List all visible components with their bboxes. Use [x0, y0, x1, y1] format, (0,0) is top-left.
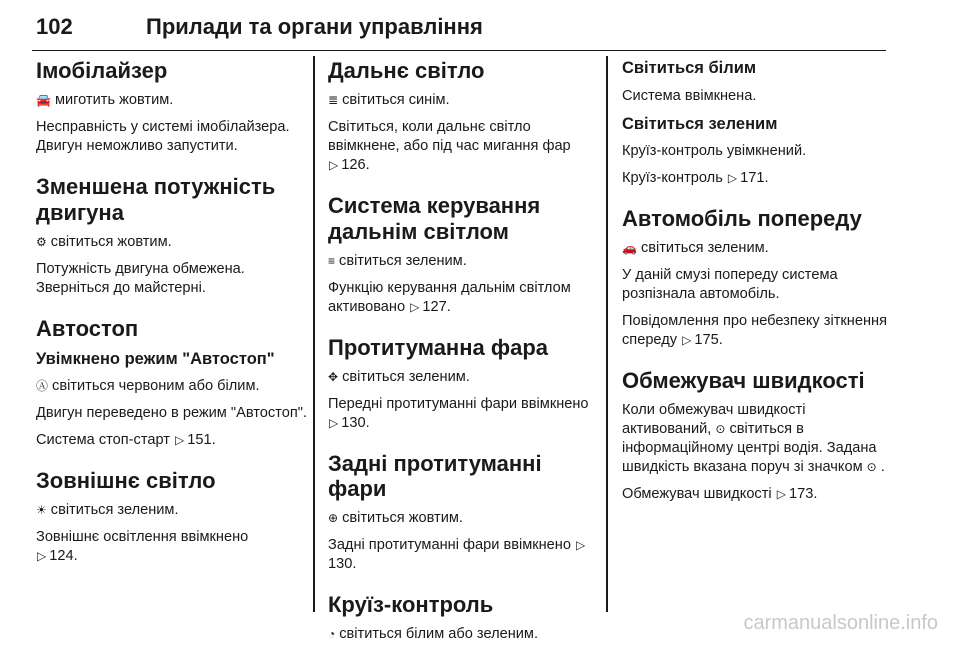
subsection-title-autostop: Увімкнено режим "Автостоп" [36, 349, 275, 368]
section-title-exterior-light: Зовнішнє світло [36, 468, 216, 494]
page-number: 102 [36, 14, 73, 39]
page-reference-arrow-icon: ▷ [329, 157, 339, 172]
cross-reference: Круїз-контроль ▷ 171. [622, 170, 769, 187]
body-text: Зовнішнє освітлення ввімкнено ▷ 124. [36, 529, 249, 565]
section-title-speed-limiter: Обмежувач швидкості [622, 367, 865, 393]
section-title-vehicle-ahead: Автомобіль попереду [622, 206, 862, 232]
status-line: ◔ світиться білим або зеленим. [328, 626, 539, 643]
section-title-autostop: Автостоп [36, 315, 139, 341]
body-text: Передні протитуманні фари ввімкнено ▷ 130. [328, 395, 589, 431]
status-line: 🚗 світиться зеленим. [622, 240, 769, 257]
speed-limiter-icon: ⊙ [866, 459, 877, 474]
status-line: ⚙ світиться жовтим. [36, 233, 172, 250]
status-line: ✥ світиться зеленим. [328, 368, 470, 385]
status-line: ≣ світиться синім. [328, 91, 450, 108]
cruise-control-icon: ◔ [328, 627, 336, 642]
speed-limiter-icon: ⊙ [715, 421, 726, 436]
cross-reference: Повідомлення про небезпеку зіткнення спереду ▷ 175. [622, 313, 887, 348]
high-beam-assist-icon: ≡ [328, 253, 336, 268]
column-divider [606, 56, 608, 612]
watermark: carmanualsonline.info [743, 612, 938, 634]
section-title-reduced-power: Зменшена потужність двигуна [36, 173, 276, 225]
high-beam-icon: ≣ [328, 92, 339, 107]
autostop-icon: Ⓐ [36, 379, 49, 394]
section-title-cruise-control: Круїз-контроль [328, 592, 494, 618]
status-line: ≡ світиться зеленим. [328, 252, 467, 269]
body-text: Двигун переведено в режим "Автостоп". [36, 405, 307, 422]
column-divider [313, 56, 315, 612]
body-text: Круїз-контроль увімкнений. [622, 143, 807, 160]
body-text: Коли обмежувач швидкості активований, ⊙ світиться в інформаційному центрі водія. Задана швидкість вказана поруч зі значком ⊙ . [622, 401, 885, 475]
page-reference-arrow-icon: ▷ [682, 332, 692, 347]
rear-fog-icon: ⊕ [328, 511, 339, 526]
page-reference-arrow-icon: ▷ [727, 171, 738, 186]
section-title-high-beam-assist: Система керування дальнім світлом [328, 192, 541, 244]
column-right [622, 58, 894, 512]
exterior-light-icon: ☀ [36, 503, 47, 518]
section-title-immobiliser: Імобілайзер [36, 58, 168, 83]
section-title-rear-fog: Задні протитуманні фари [328, 450, 542, 502]
page-reference-arrow-icon: ▷ [410, 299, 420, 314]
body-text: Потужність двигуна обмежена. Зверніться до майстерні. [36, 260, 245, 296]
cross-reference: Обмежувач швидкості ▷ 173. [622, 485, 818, 502]
body-text: Світиться, коли дальнє світло ввімкнене, або під час мигання фар ▷ 126. [328, 118, 571, 173]
page-reference-arrow-icon: ▷ [576, 538, 586, 553]
engine-power-icon: ⚙ [36, 234, 47, 249]
page-reference-arrow-icon: ▷ [776, 486, 786, 501]
page-reference-arrow-icon: ▷ [329, 415, 339, 430]
subsection-title-green: Світиться зеленим [622, 114, 778, 133]
subsection-title-white: Світиться білим [622, 59, 757, 77]
column-middle [328, 58, 600, 652]
front-fog-icon: ✥ [328, 369, 339, 384]
status-line: 🚘 миготить жовтим. [36, 91, 174, 108]
section-title-front-fog: Протитуманна фара [328, 334, 549, 360]
page-header [32, 0, 886, 51]
cross-reference: Система стоп-старт ▷ 151. [36, 432, 216, 449]
status-line: ☀ світиться зеленим. [36, 502, 179, 519]
page-reference-arrow-icon: ▷ [175, 433, 185, 448]
body-text: Функцію керування дальнім світлом активовано ▷ 127. [328, 279, 571, 315]
vehicle-ahead-icon: 🚗 [622, 241, 637, 256]
status-line: Ⓐ світиться червоним або білим. [36, 378, 260, 395]
car-key-icon: 🚘 [36, 92, 51, 107]
section-title-high-beam: Дальнє світло [328, 58, 485, 83]
status-line: ⊕ світиться жовтим. [328, 510, 463, 527]
column-left [36, 58, 308, 574]
body-text: Задні протитуманні фари ввімкнено ▷130. [328, 537, 586, 573]
body-text: Система ввімкнена. [622, 87, 757, 104]
page-title: Прилади та органи управління [146, 14, 483, 39]
body-text: У даній смузі попереду система розпізнала автомобіль. [622, 267, 838, 303]
body-text: Несправність у системі імобілайзера. Двигун неможливо запустити. [36, 118, 290, 154]
page-reference-arrow-icon: ▷ [37, 549, 47, 564]
